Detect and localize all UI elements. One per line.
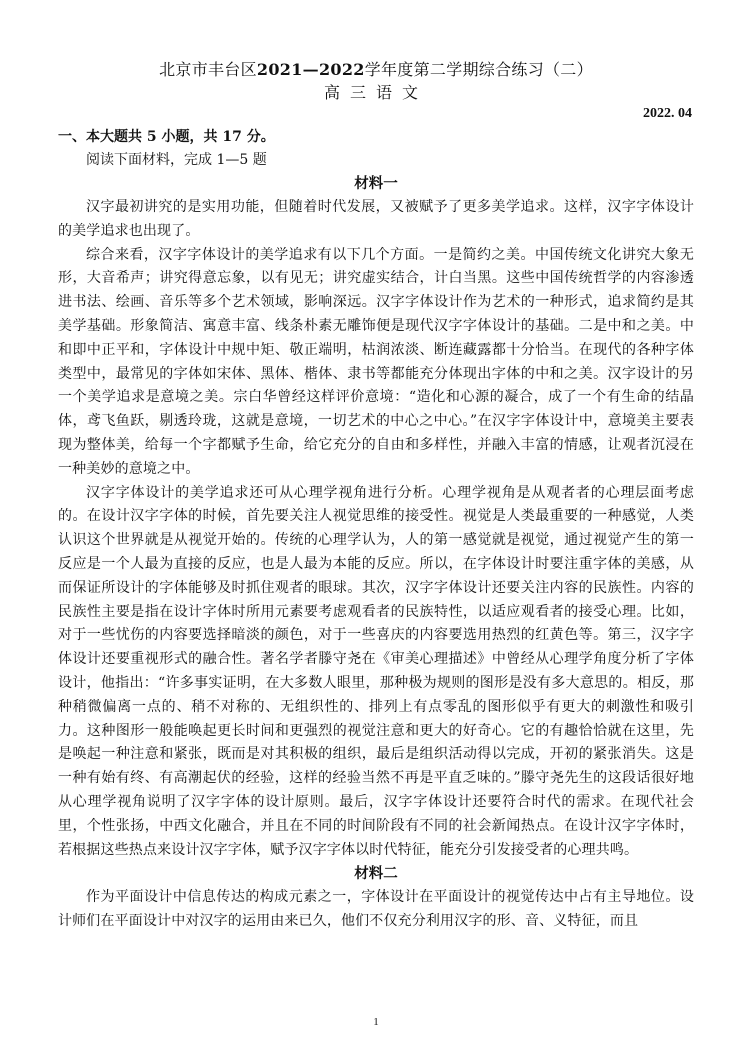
material-two-title: 材料二 [354, 865, 398, 883]
material-one-paragraph: 综合来看，汉字字体设计的美学追求有以下几个方面。一是简约之美。中国传统文化讲究大象无形，大音希声；讲究得意忘象，以有见无；讲究虚实结合，计白当黑。这些中国传统哲学的内容渗透进书法、绘画、音乐等多个艺术领域，影响深远。汉字字体设计作为艺术的一种形式，追求简约是其美学基础。形象简洁、寓意丰富、线条朴素无雕饰便是现代汉字字体设计的基础。二是中和之美。中和即中正平和，字体设计中规中矩、敬正端明，枯润浓淡、断连藏露都十分恰当。在现代的各种字体类型中，最常见的字体如宋体、黑体、楷体、隶书等都能充分体现出字体的中和之美。汉字设计的另一个美学追求是意境之美。宗白华曾经这样评价意境：“造化和心源的凝合，成了一个有生命的结晶体，鸢飞鱼跃，剔透玲珑，这就是意境，一切艺术的中心之中心。”在汉字字体设计中，意境美主要表现为整体美，给每一个字都赋予生命，给它充分的自由和多样性，并融入丰富的情感，让观者沉浸在一种美妙的意境之中。 [58, 246, 694, 477]
material-two-paragraph: 作为平面设计中信息传达的构成元素之一，字体设计在平面设计的视觉传达中占有主导地位。设计师们在平面设计中对汉字的运用由来已久，他们不仅充分利用汉字的形、音、义特征，而且 [58, 889, 694, 930]
exam-subtitle: 高三语文 [323, 83, 428, 102]
title-prefix: 北京市丰台区 [159, 60, 257, 79]
exam-date: 2022. 04 [643, 106, 692, 121]
section-instruction: 阅读下面材料，完成 1—5 题 [86, 152, 267, 168]
title-years: 2021—2022 [256, 60, 365, 79]
section-heading: 一、本大题共 5 小题，共 17 分。 [58, 129, 275, 145]
material-one-title: 材料一 [354, 175, 398, 192]
title-suffix: 学年度第二学期综合练习（二） [364, 60, 593, 79]
material-one-paragraph: 汉字最初讲究的是实用功能，但随着时代发展，又被赋予了更多美学追求。这样，汉字字体设计的美学追求也出现了。 [58, 199, 694, 239]
material-one-paragraph: 汉字字体设计的美学追求还可从心理学视角进行分析。心理学视角是从观者者的心理层面考虑的。在设计汉字字体的时候，首先要关注人视觉思维的接受性。视觉是人类最重要的一种感觉，人类认识这个世界就是从视觉开始的。传统的心理学认为，人的第一感觉就是视觉，通过视觉产生的第一反应是一个人最为直接的反应，也是人最为本能的反应。所以，在字体设计时要注重字体的美感，从而保证所设计的字体能够及时抓住观者的眼球。其次，汉字字体设计还要关注内容的民族性。内容的民族性主要是指在设计字体时所用元素要考虑观看者的民族特性，以适应观看者的接受心理。比如，对于一些忧伤的内容要选择暗淡的颜色，对于一些喜庆的内容要选用热烈的红黄色等。第三，汉字字体设计还要重视形式的融合性。著名学者滕守尧在《审美心理描述》中曾经从心理学角度分析了字体设计，他指出：“许多事实证明，在大多数人眼里，那种极为规则的图形是没有多大意思的。相反，那种稍微偏离一点的、稍不对称的、无组织性的、排列上有点零乱的图形似乎有更大的刺激性和吸引力。这种图形一般能唤起更长时间和更强烈的视觉注意和更大的好奇心。它的有趣恰恰就在这里，先是唤起一种注意和紧张，既而是对其积极的组织，最后是组织活动得以完成，开初的紧张消失。这是一种有始有终、有高潮起伏的经验，这样的经验当然不再是平直乏味的。”滕守尧先生的这段话很好地从心理学视角说明了汉字字体的设计原则。最后，汉字字体设计还要符合时代的需求。在现代社会里，个性张扬，中西文化融合，并且在不同的时间阶段有不同的社会新闻热点。在设计汉字字体时，若根据这些热点来设计汉字字体，赋予汉字字体以时代特征，能充分引发接受者的心理共鸣。 [58, 484, 694, 858]
page-number: 1 [373, 1016, 379, 1028]
exam-title [58, 58, 694, 82]
